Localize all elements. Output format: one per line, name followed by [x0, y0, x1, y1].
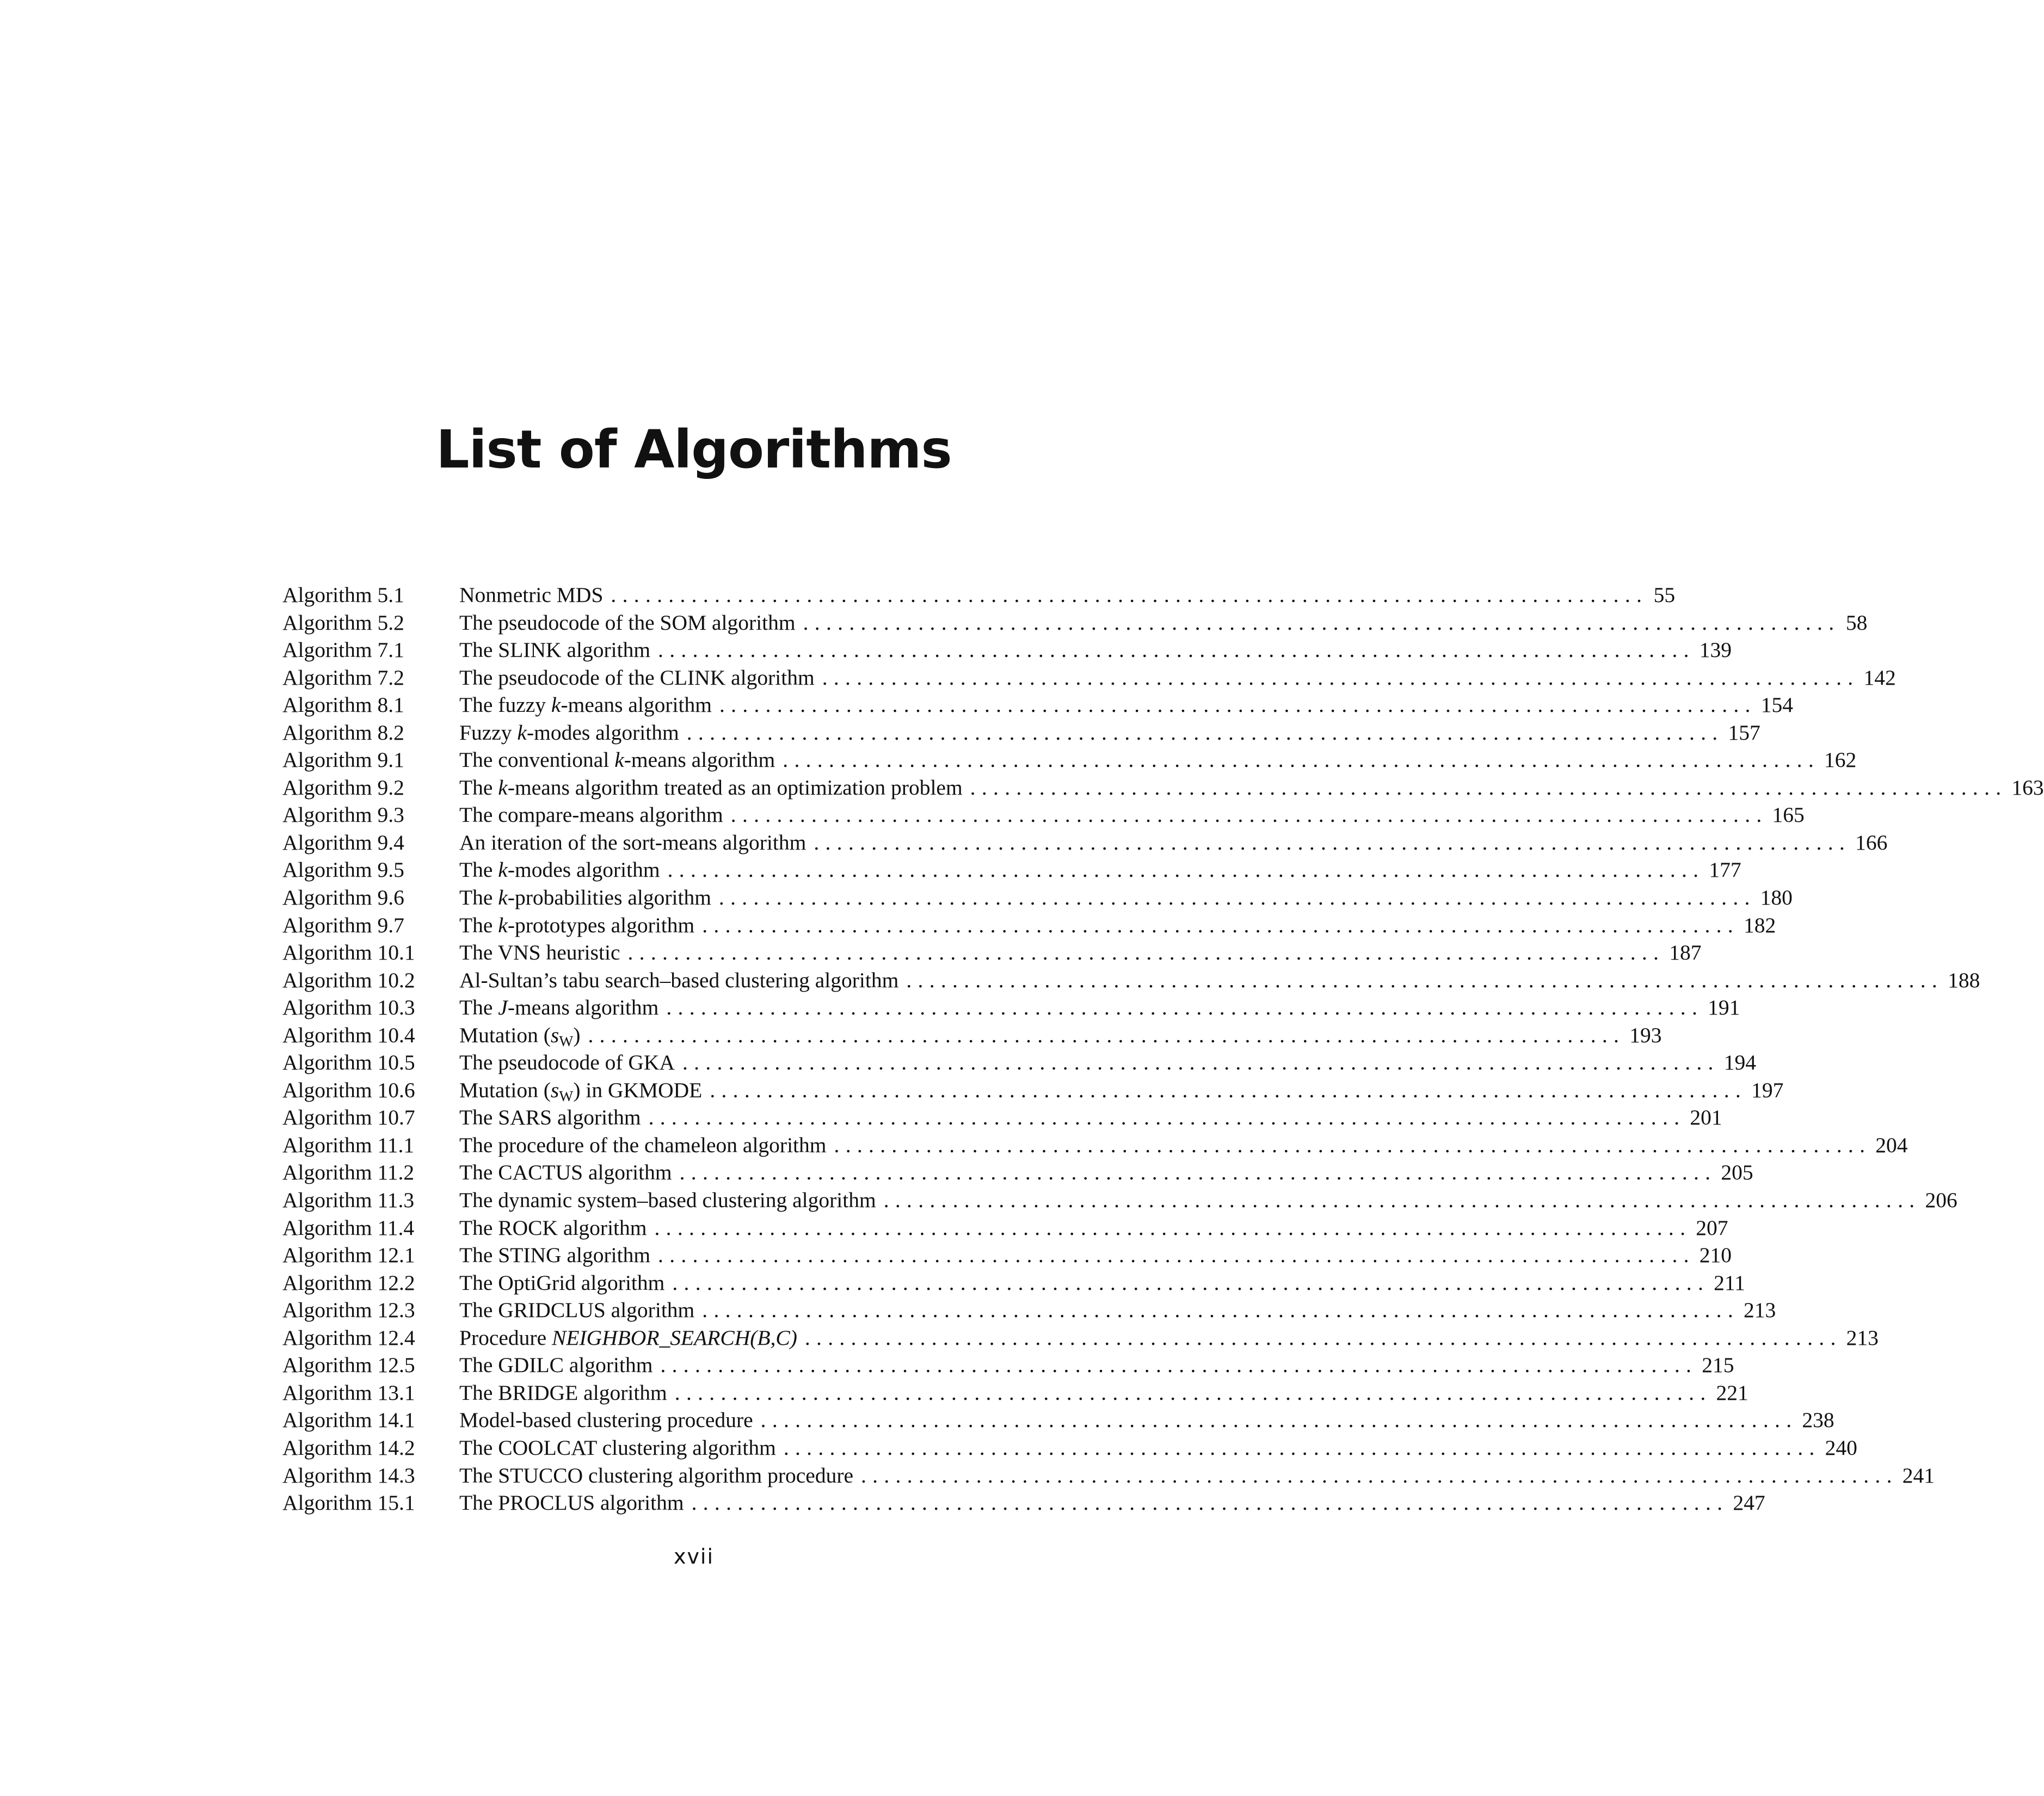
algorithm-number: Algorithm 10.4: [282, 1023, 415, 1047]
algorithm-number: Algorithm 9.5: [282, 858, 404, 882]
dot-leader: ..........................................................................................: [611, 583, 1648, 607]
page-ref: 55: [1653, 583, 1676, 607]
algorithm-number: Algorithm 10.5: [282, 1050, 415, 1075]
algorithm-title: Procedure NEIGHBOR_SEARCH(B,C): [459, 1325, 797, 1350]
page-ref: 201: [1690, 1105, 1722, 1130]
page-ref: 142: [1863, 665, 1896, 690]
page-ref: 162: [1824, 748, 1857, 772]
dot-leader: ..........................................................................................: [702, 913, 1739, 937]
algorithm-title: The COOLCAT clustering algorithm: [459, 1435, 776, 1460]
dot-leader: ..........................................................................................: [710, 1078, 1747, 1102]
algorithm-title: The k-probabilities algorithm: [459, 885, 711, 910]
algorithm-title: The fuzzy k-means algorithm: [459, 693, 712, 717]
list-item: [282, 912, 1776, 939]
page-ref: 154: [1760, 693, 1793, 717]
algorithm-title: The STUCCO clustering algorithm procedure: [459, 1463, 853, 1487]
algorithm-title: The pseudocode of the SOM algorithm: [459, 610, 796, 635]
list-item: [282, 856, 1741, 884]
algorithm-title: The compare-means algorithm: [459, 803, 723, 827]
dot-leader: ..........................................................................................: [674, 1380, 1712, 1405]
algorithm-number: Algorithm 13.1: [282, 1380, 415, 1405]
dot-leader: ..........................................................................................: [718, 885, 1756, 910]
page-ref: 247: [1733, 1491, 1765, 1515]
algorithm-number: Algorithm 9.6: [282, 885, 404, 910]
page-ref: 177: [1709, 858, 1741, 882]
algorithm-number: Algorithm 11.3: [282, 1188, 415, 1213]
algorithm-title: The GRIDCLUS algorithm: [459, 1298, 695, 1323]
list-item: [282, 1077, 1784, 1104]
algorithm-title: The GDILC algorithm: [459, 1353, 653, 1377]
algorithm-number: Algorithm 11.4: [282, 1215, 415, 1240]
list-item: [282, 884, 1793, 912]
algorithm-title: The VNS heuristic: [459, 940, 620, 965]
dot-leader: ..........................................................................................: [804, 1325, 1842, 1350]
algorithm-number: Algorithm 14.3: [282, 1463, 415, 1487]
algorithm-number: Algorithm 14.1: [282, 1408, 415, 1432]
algorithm-number: Algorithm 9.3: [282, 803, 404, 827]
algorithm-number: Algorithm 10.6: [282, 1078, 415, 1102]
algorithm-number: Algorithm 9.2: [282, 775, 404, 799]
algorithm-number: Algorithm 8.1: [282, 693, 404, 717]
page-ref: 180: [1760, 885, 1793, 910]
algorithm-title: The procedure of the chameleon algorithm: [459, 1133, 827, 1157]
list-item: [282, 1434, 1857, 1462]
algorithm-number: Algorithm 14.2: [282, 1435, 415, 1460]
page-ref: 238: [1802, 1408, 1834, 1432]
page-ref: 221: [1716, 1380, 1749, 1405]
page-ref: 157: [1728, 720, 1760, 745]
algorithm-number: Algorithm 11.2: [282, 1160, 415, 1185]
list-item: [282, 1379, 1749, 1407]
page-ref: 197: [1751, 1078, 1784, 1102]
page-ref: 163: [2011, 775, 2044, 799]
page-ref: 240: [1825, 1435, 1857, 1460]
list-item: [282, 994, 1740, 1022]
list-item: [282, 719, 1760, 747]
page-ref: 191: [1708, 995, 1740, 1020]
algorithm-number: Algorithm 12.5: [282, 1353, 415, 1377]
list-item: [282, 1214, 1728, 1242]
algorithm-number: Algorithm 7.2: [282, 665, 404, 690]
page-ref: 213: [1846, 1325, 1879, 1350]
algorithm-number: Algorithm 12.2: [282, 1270, 415, 1295]
list-item: [282, 1104, 1722, 1131]
dot-leader: ..........................................................................................: [660, 1353, 1698, 1377]
algorithm-title: The k-prototypes algorithm: [459, 913, 695, 937]
dot-leader: ..........................................................................................: [654, 1215, 1692, 1240]
algorithm-number: Algorithm 5.2: [282, 610, 404, 635]
list-item: [282, 609, 1868, 637]
dot-leader: ..........................................................................................: [883, 1188, 1921, 1213]
page-ref: 166: [1855, 830, 1888, 854]
dot-leader: ..........................................................................................: [760, 1408, 1798, 1432]
list-item: [282, 664, 1896, 692]
page-ref: 139: [1699, 638, 1732, 662]
algorithm-title: Mutation $(s_W)$ in GKMODE: [459, 1078, 703, 1104]
dot-leader: ..........................................................................................: [970, 775, 2008, 799]
algorithm-number: Algorithm 12.4: [282, 1325, 415, 1350]
algorithm-number: Algorithm 10.7: [282, 1105, 415, 1130]
list-item: [282, 774, 2044, 802]
algorithm-title: The SARS algorithm: [459, 1105, 641, 1130]
algorithm-number: Algorithm 10.1: [282, 940, 415, 965]
algorithm-number: Algorithm 7.1: [282, 638, 404, 662]
dot-leader: ..........................................................................................: [627, 940, 1665, 965]
dot-leader: ..........................................................................................: [667, 858, 1705, 882]
list-item: [282, 1324, 1879, 1352]
page-ref: 206: [1925, 1188, 1957, 1213]
dot-leader: ..........................................................................................: [658, 1243, 1695, 1268]
algorithm-number: Algorithm 5.1: [282, 583, 404, 607]
algorithm-title: The J-means algorithm: [459, 995, 659, 1020]
page-ref: 193: [1629, 1023, 1662, 1047]
algorithm-number: Algorithm 12.1: [282, 1243, 415, 1268]
list-item: [282, 801, 1805, 829]
page-ref: 58: [1845, 610, 1868, 635]
algorithm-title: The OptiGrid algorithm: [459, 1270, 665, 1295]
algorithm-number: Algorithm 12.3: [282, 1298, 415, 1323]
dot-leader: ..........................................................................................: [588, 1023, 1626, 1047]
dot-leader: ..........................................................................................: [702, 1298, 1740, 1323]
algorithm-number: Algorithm 10.2: [282, 968, 415, 992]
page-number: xvii: [673, 1545, 715, 1569]
dot-leader: ..........................................................................................: [906, 968, 1944, 992]
page-ref: 188: [1948, 968, 1980, 992]
page-ref: 207: [1696, 1215, 1728, 1240]
algorithm-title: The CACTUS algorithm: [459, 1160, 672, 1185]
dot-leader: ..........................................................................................: [672, 1270, 1710, 1295]
page-ref: 211: [1714, 1270, 1745, 1295]
algorithm-title: The k-modes algorithm: [459, 858, 660, 882]
page-ref: 187: [1669, 940, 1702, 965]
dot-leader: ..........................................................................................: [822, 665, 1860, 690]
list-item: [282, 1489, 1765, 1517]
list-item: [282, 1186, 1957, 1214]
page-ref: 204: [1875, 1133, 1908, 1157]
page-ref: 182: [1743, 913, 1776, 937]
list-item: [282, 1159, 1753, 1186]
algorithm-number: Algorithm 9.7: [282, 913, 404, 937]
algorithm-title: Model-based clustering procedure: [459, 1408, 753, 1432]
dot-leader: ..........................................................................................: [658, 638, 1695, 662]
page-ref: 213: [1744, 1298, 1776, 1323]
algorithm-title: The pseudocode of the CLINK algorithm: [459, 665, 815, 690]
dot-leader: ..........................................................................................: [648, 1105, 1686, 1130]
algorithm-title: The SLINK algorithm: [459, 638, 651, 662]
list-item: [282, 1269, 1745, 1297]
algorithm-number: Algorithm 9.4: [282, 830, 404, 854]
algorithm-number: Algorithm 9.1: [282, 748, 404, 772]
page-ref: 205: [1721, 1160, 1753, 1185]
algorithm-title: Nonmetric MDS: [459, 583, 604, 607]
list-item: [282, 967, 1980, 994]
algorithm-title: The BRIDGE algorithm: [459, 1380, 667, 1405]
algorithm-title: Mutation $(s_W)$: [459, 1023, 581, 1049]
algorithm-title: The STING algorithm: [459, 1243, 651, 1268]
algorithm-number: Algorithm 15.1: [282, 1491, 415, 1515]
dot-leader: ..........................................................................................: [691, 1491, 1729, 1515]
list-item: [282, 1406, 1834, 1434]
algorithm-title: The conventional k-means algorithm: [459, 748, 775, 772]
list-item: [282, 1131, 1908, 1159]
list-item: [282, 1022, 1662, 1049]
algorithm-title: The k-means algorithm treated as an optimization problem: [459, 775, 963, 799]
dot-leader: ..........................................................................................: [730, 803, 1768, 827]
page-ref: 210: [1699, 1243, 1732, 1268]
dot-leader: ..........................................................................................: [679, 1160, 1717, 1185]
page-ref: 215: [1702, 1353, 1734, 1377]
list-item: [282, 1462, 1935, 1490]
dot-leader: ..........................................................................................: [719, 693, 1757, 717]
page-ref: 194: [1723, 1050, 1756, 1075]
dot-leader: ..........................................................................................: [682, 1050, 1720, 1075]
algorithm-number: Algorithm 8.2: [282, 720, 404, 745]
algorithm-title: Fuzzy k-modes algorithm: [459, 720, 679, 745]
dot-leader: ..........................................................................................: [803, 610, 1840, 635]
dot-leader: ..........................................................................................: [783, 748, 1820, 772]
algorithm-title: The ROCK algorithm: [459, 1215, 647, 1240]
list-item: [282, 746, 1857, 774]
dot-leader: ..........................................................................................: [666, 995, 1704, 1020]
list-item: [282, 1049, 1756, 1077]
list-item: [282, 691, 1793, 719]
algorithm-number: Algorithm 10.3: [282, 995, 415, 1020]
algorithm-title: An iteration of the sort-means algorithm: [459, 830, 806, 854]
list-item: [282, 1351, 1734, 1379]
algorithm-number: Algorithm 11.1: [282, 1133, 415, 1157]
page-ref: 165: [1772, 803, 1805, 827]
list-item: [282, 939, 1702, 967]
dot-leader: ..........................................................................................: [814, 830, 1851, 854]
algorithm-title: The pseudocode of GKA: [459, 1050, 675, 1075]
dot-leader: ..........................................................................................: [686, 720, 1724, 745]
algorithm-title: The dynamic system–based clustering algorithm: [459, 1188, 876, 1213]
list-item: [282, 1241, 1732, 1269]
dot-leader: ..........................................................................................: [783, 1435, 1821, 1460]
list-item: [282, 636, 1732, 664]
algorithm-list: [282, 581, 2044, 1517]
page-ref: 241: [1902, 1463, 1935, 1487]
dot-leader: ..........................................................................................: [834, 1133, 1871, 1157]
list-item: [282, 829, 1888, 857]
list-item: [282, 1296, 1776, 1324]
page-title: List of Algorithms: [436, 419, 952, 480]
dot-leader: ..........................................................................................: [861, 1463, 1898, 1487]
algorithm-title: Al-Sultan’s tabu search–based clustering algorithm: [459, 968, 899, 992]
algorithm-title: The PROCLUS algorithm: [459, 1491, 684, 1515]
list-item: [282, 581, 1676, 609]
